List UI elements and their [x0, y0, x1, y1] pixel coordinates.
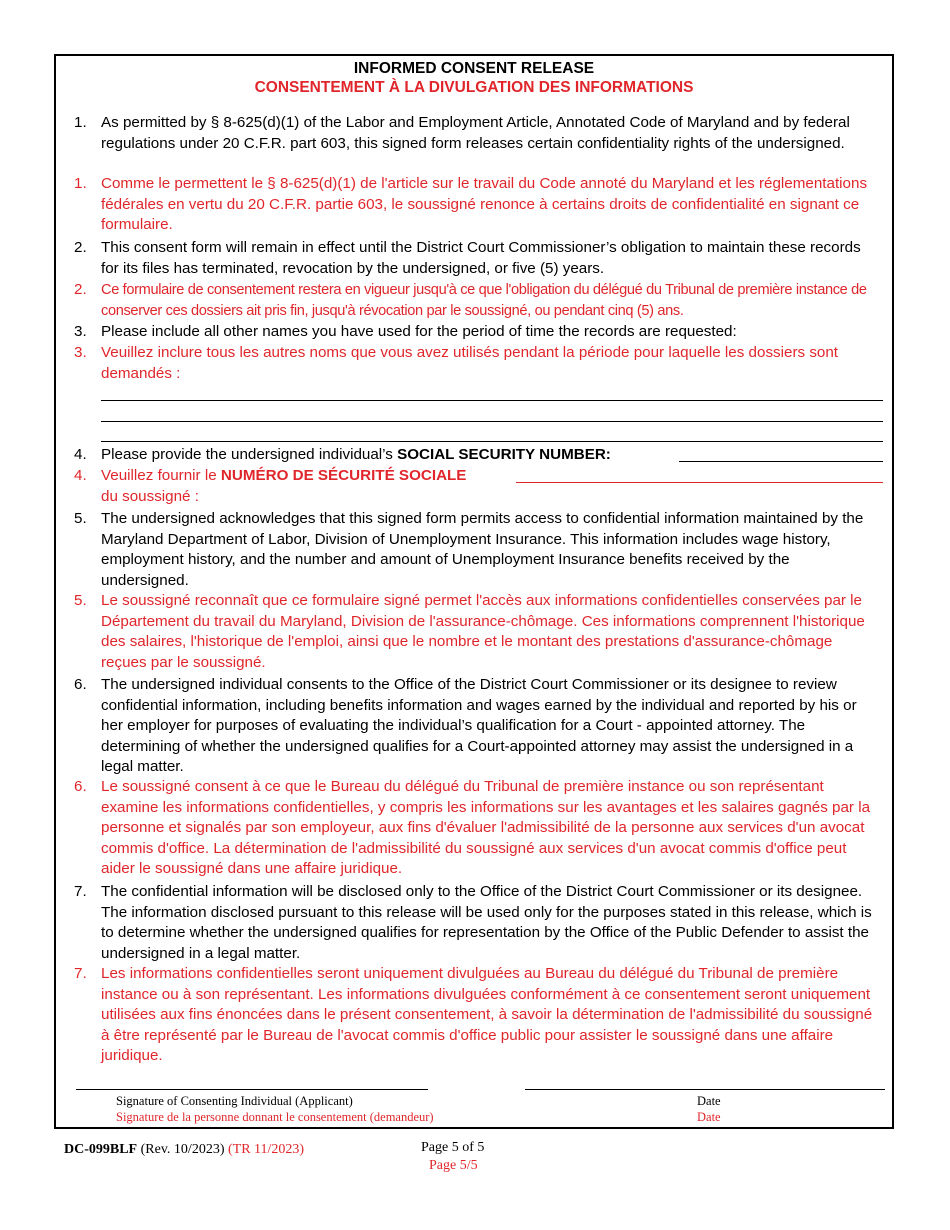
signature-label-fr: Signature de la personne donnant le consentement (demandeur) [116, 1110, 434, 1124]
ssn-input-line[interactable] [679, 461, 883, 462]
other-names-line-2[interactable] [101, 421, 883, 422]
form-id: DC-099BLF [64, 1142, 138, 1157]
form-id-footer [64, 1142, 304, 1158]
page-number-en: Page 5 of 5 [421, 1140, 485, 1155]
form-revision: (Rev. 10/2023) [140, 1142, 225, 1157]
form-title-en: INFORMED CONSENT RELEASE [353, 60, 595, 77]
date-label-fr: Date [697, 1110, 721, 1124]
date-label-en: Date [697, 1094, 721, 1108]
ssn-input-line-fr[interactable] [516, 482, 883, 483]
other-names-line-1[interactable] [101, 400, 883, 401]
signature-label-en: Signature of Consenting Individual (Applicant) [116, 1094, 353, 1108]
other-names-line-3[interactable] [101, 441, 883, 442]
page-number-fr: Page 5/5 [429, 1158, 478, 1173]
date-line[interactable] [525, 1089, 885, 1090]
signature-line[interactable] [76, 1089, 428, 1090]
form-title-fr: CONSENTEMENT À LA DIVULGATION DES INFORMATIONS [254, 79, 694, 96]
form-translation: (TR 11/2023) [227, 1142, 305, 1157]
